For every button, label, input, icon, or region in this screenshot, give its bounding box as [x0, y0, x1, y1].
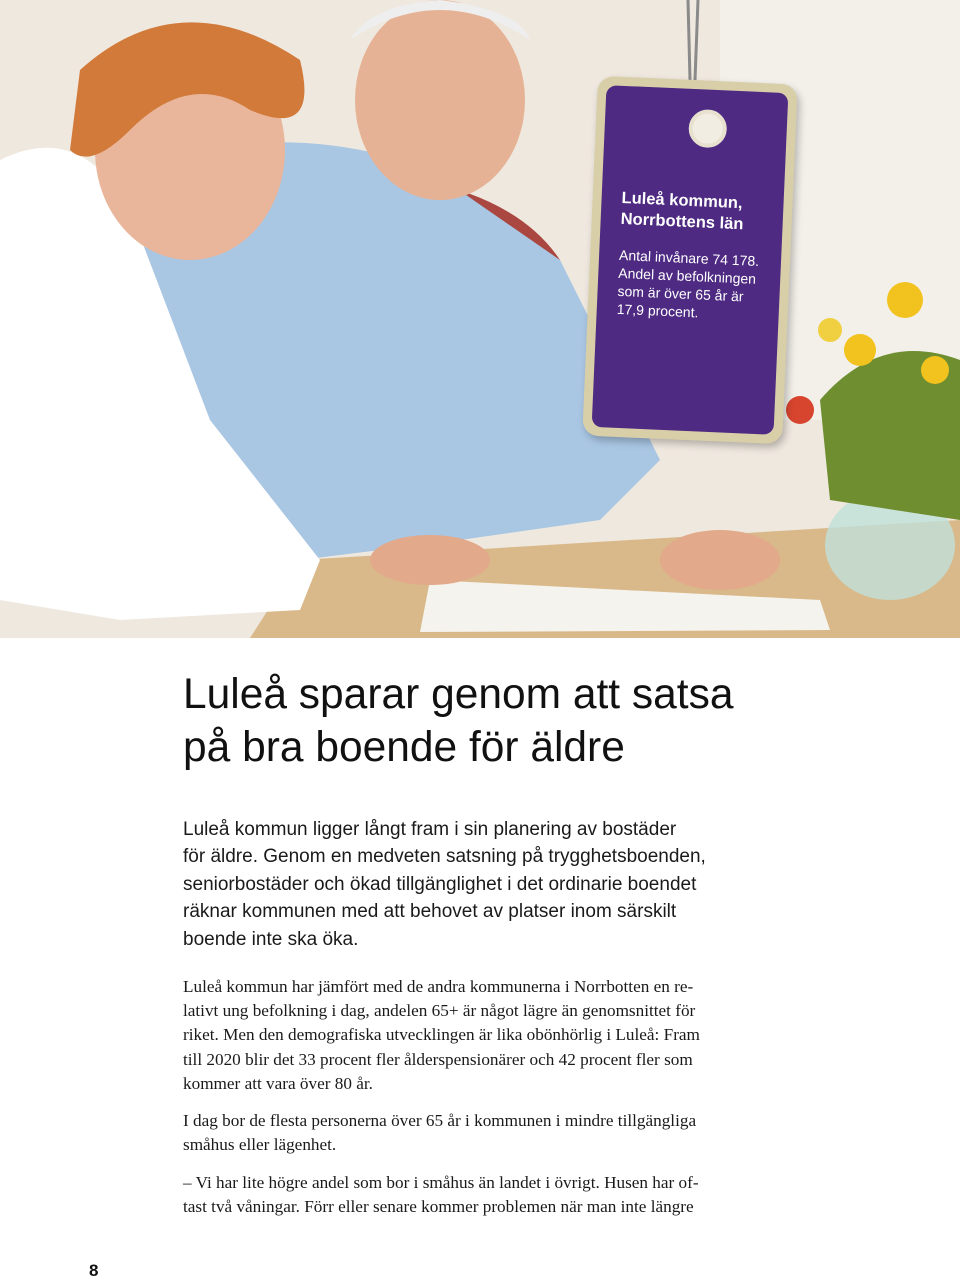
body-paragraph-3	[183, 1171, 783, 1219]
body-paragraph-1	[183, 975, 783, 1096]
title-line: Luleå sparar genom att satsa	[183, 671, 734, 718]
page-number: 8	[89, 1261, 99, 1280]
info-tag	[590, 80, 790, 440]
intro-paragraph	[183, 816, 803, 953]
tag-title-line: Norrbottens län	[620, 209, 744, 234]
tag-hole	[688, 109, 728, 149]
title-line: på bra boende för äldre	[183, 724, 625, 771]
photo-illustration	[0, 0, 960, 638]
tag-frame	[582, 76, 798, 444]
body-line: tast två våningar. Förr eller senare kommer problemen när man inte längre	[183, 1197, 694, 1217]
tag-title	[620, 188, 782, 237]
tag-title-line: Luleå kommun,	[621, 188, 743, 213]
intro-line: för äldre. Genom en medveten satsning på trygghetsboenden,	[183, 846, 706, 868]
intro-line: räknar kommunen med att behovet av platser inom särskilt	[183, 901, 677, 923]
tag-text-line: som är över 65 år är	[617, 282, 744, 305]
body-line: lativt ung befolkning i dag, andelen 65+ är något lägre än genomsnittet för	[183, 1001, 696, 1021]
body-paragraph-2	[183, 1109, 783, 1157]
body-line: till 2020 blir det 33 procent fler ålderspensionärer och 42 procent fler som	[183, 1049, 693, 1069]
intro-line: seniorbostäder och ökad tillgänglighet i det ordinarie boendet	[183, 873, 697, 895]
body-line: riket. Men den demografiska utvecklingen är lika obönhörlig i Luleå: Fram	[183, 1025, 700, 1045]
body-line: Luleå kommun har jämfört med de andra kommunerna i Norrbotten en re-	[183, 977, 694, 996]
intro-line: boende inte ska öka.	[183, 928, 359, 950]
tag-text	[616, 246, 779, 325]
body-line: – Vi har lite högre andel som bor i småhus än landet i övrigt. Husen har of-	[183, 1173, 699, 1192]
tag-text-line: Antal invånare 74 178.	[618, 246, 760, 270]
page-title	[183, 668, 883, 774]
body-line: småhus eller lägenhet.	[183, 1135, 337, 1155]
intro-line: Luleå kommun ligger långt fram i sin planering av bostäder	[183, 819, 677, 840]
tag-text-line: 17,9 procent.	[616, 300, 699, 321]
photo-couple-reading	[0, 0, 960, 638]
tag-text-line: Andel av befolkningen	[618, 264, 757, 287]
body-line: I dag bor de flesta personerna över 65 år i kommunen i mindre tillgängliga	[183, 1111, 697, 1130]
body-line: kommer att vara över 80 år.	[183, 1073, 373, 1093]
tag-panel	[592, 85, 789, 435]
